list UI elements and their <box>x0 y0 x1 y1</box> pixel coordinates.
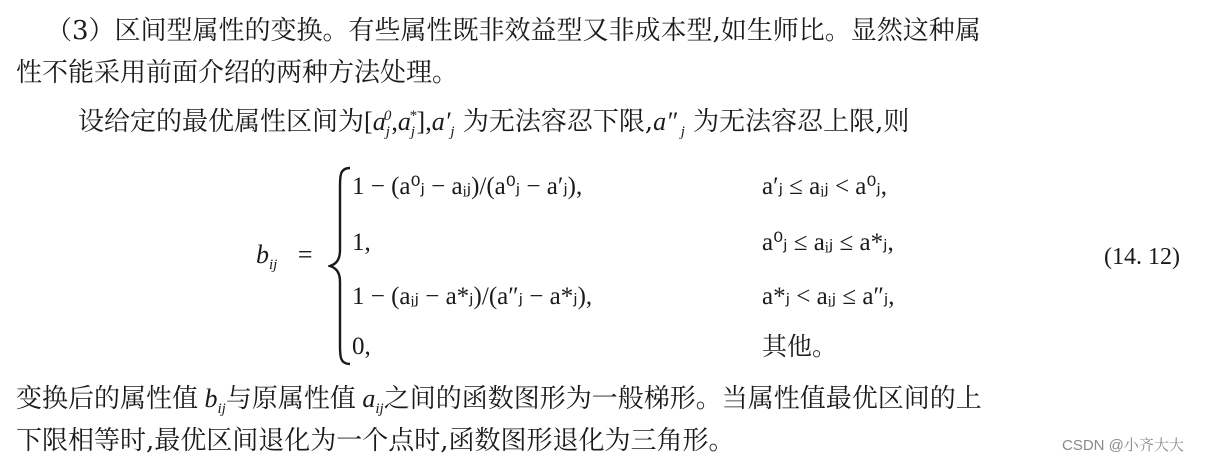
paragraph-2: 设给定的最优属性区间为$[a_j^0,a_j^*],a'_j$ 为无法容忍下限,a″ $_j$ 为无法容忍上限,则 <box>78 107 910 141</box>
case-2-condition: a⁰ⱼ ≤ aᵢⱼ ≤ a*ⱼ, <box>762 229 894 256</box>
paragraph-2-mid-1: 为无法容忍下限, <box>462 107 654 137</box>
paragraph-3-line-1 <box>16 382 982 416</box>
case-1-expression: 1 − (a⁰ⱼ − aᵢⱼ)/(a⁰ⱼ − a′ⱼ), <box>352 173 583 200</box>
paragraph-3-part-c: 之间的函数图形为一般梯形。当属性值最优区间的上 <box>383 384 982 414</box>
equation-lhs-symbol: b <box>256 240 269 269</box>
paragraph-3-part-b: 与原属性值 <box>225 384 356 414</box>
equation-lhs <box>256 238 313 272</box>
case-3-expression: 1 − (aᵢⱼ − a*ⱼ)/(a″ⱼ − a*ⱼ), <box>352 283 593 310</box>
paragraph-3-line-2: 下限相等时,最优区间退化为一个点时,函数图形退化为三角形。 <box>16 426 735 456</box>
interval-open-bracket: [ <box>364 107 373 136</box>
math-a-double-prime-j: a″ $_j$ <box>653 107 685 141</box>
case-2-expression: 1, <box>352 229 371 256</box>
case-1-condition: a′ⱼ ≤ aᵢⱼ < a⁰ⱼ, <box>762 173 888 200</box>
math-a-j-0: $a_j^0$ <box>372 107 392 141</box>
math-b-ij: $b_{ij}$ <box>198 384 226 418</box>
watermark: CSDN @小齐大大 <box>1062 437 1184 454</box>
paragraph-2-intro: 设给定的最优属性区间为 <box>78 107 365 137</box>
case-4-expression: 0, <box>352 333 371 360</box>
math-comma: , <box>391 107 398 136</box>
equation-number: (14. 12) <box>1104 244 1180 270</box>
case-4-condition: 其他。 <box>762 332 838 361</box>
paragraph-1-line-1: （3）区间型属性的变换。有些属性既非效益型又非成本型,如生师比。显然这种属 <box>46 16 981 46</box>
paragraph-3-part-a: 变换后的属性值 <box>16 384 199 414</box>
case-3-condition: a*ⱼ < aᵢⱼ ≤ a″ⱼ, <box>762 283 895 310</box>
paragraph-1-line-2: 性不能采用前面介绍的两种方法处理。 <box>16 58 459 88</box>
equation-lhs-subscript: ij <box>269 257 278 274</box>
left-brace-icon <box>328 166 354 366</box>
math-a-prime-j: $a'_j$ <box>431 107 455 141</box>
math-a-j-star: $a_j^*$ <box>397 107 417 141</box>
math-a-ij: $a_{ij}$ <box>355 384 384 418</box>
left-brace <box>328 166 354 366</box>
equation-equals-sign: = <box>297 240 313 269</box>
interval-close-bracket: ] <box>416 107 426 136</box>
paragraph-2-mid-2: 为无法容忍上限,则 <box>693 107 910 137</box>
